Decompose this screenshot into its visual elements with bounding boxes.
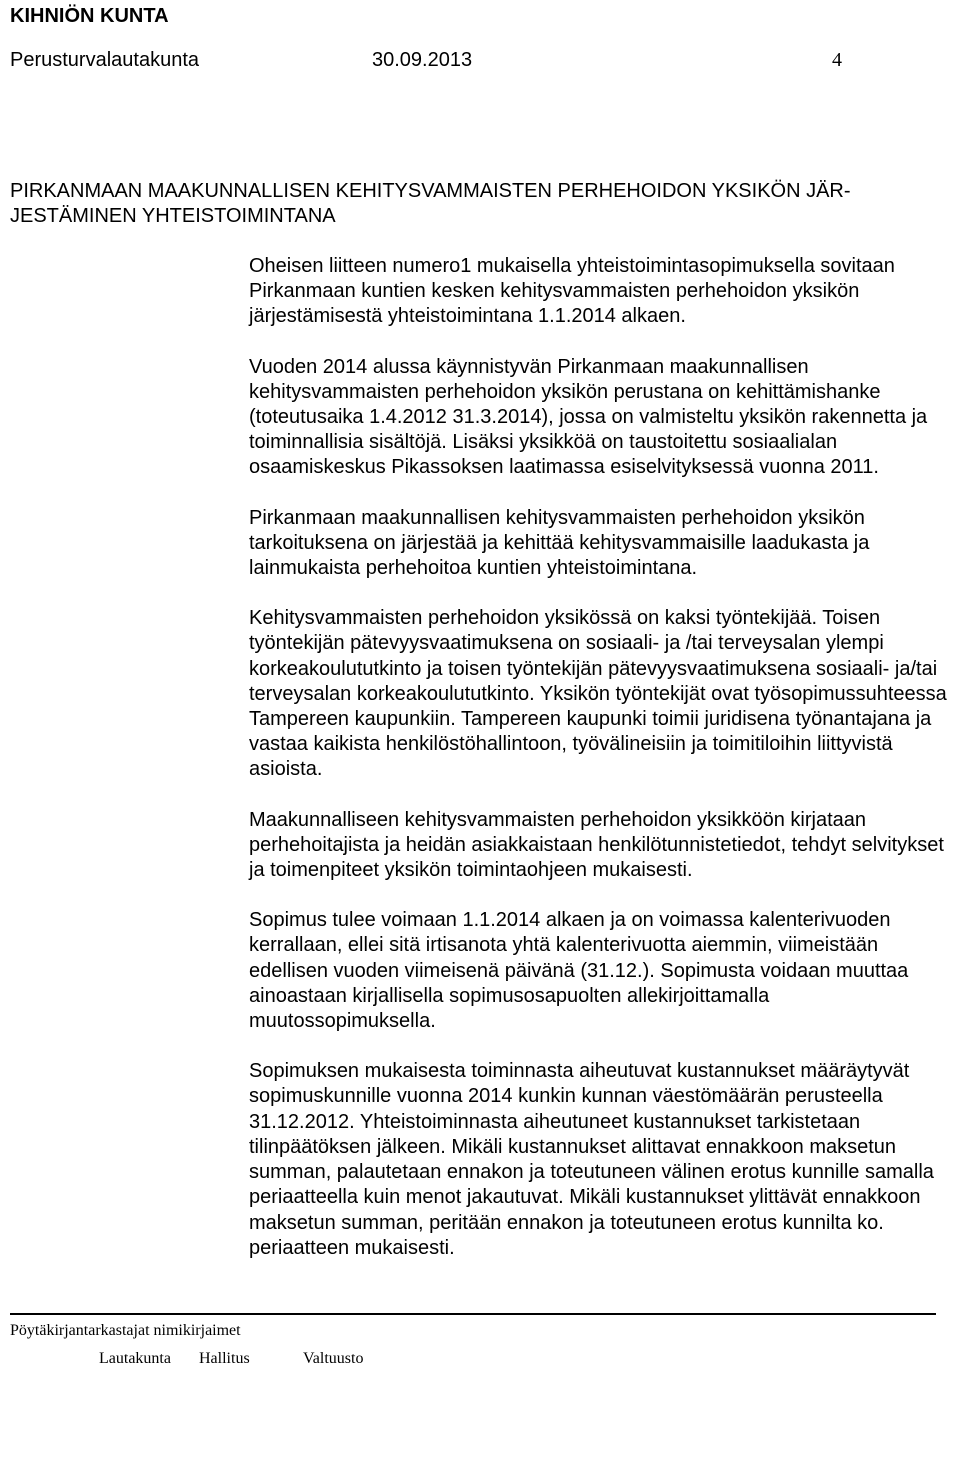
organization-name: KIHNIÖN KUNTA [10,5,169,27]
signatures-label: Pöytäkirjantarkastajat nimikirjaimet [10,1322,241,1339]
section-heading: PIRKANMAAN MAAKUNNALLISEN KEHITYSVAMMAISTEN PERHEHOIDON YKSIKÖN JÄR-JESTÄMINEN YHTEISTOIMINTANA [10,180,851,227]
board-name: Perusturvalautakunta [10,49,200,71]
paragraph: Kehitysvammaisten perhehoidon yksikössä on kaksi työntekijää. Toisen työntekijän pätevyysvaatimuksena on sosiaali- ja /tai terveysalan ylempi korkeakoulututkinto ja toisen työntekijän pätevyysvaatimuksena sosiaali- ja/tai terveysalan korkeakoulututkinto. Yksikön työntekijät ovat työsopimussuhteessa Tampereen kaupunkiin. Tampereen kaupunki toimii juridisena työnantajana ja vastaa kaikista henkilöstöhallintoon, työvälineisiin ja toimitiloihin liittyvistä asioista. [249,607,947,781]
body-text [249,254,949,1286]
footer-divider [10,1313,936,1315]
paragraph: Pirkanmaan maakunnallisen kehitysvammaisten perhehoidon yksikön tarkoituksena on järjestää ja kehittää kehitysvammaisille laadukasta ja lainmukaista perhehoitoa kuntien yhteistoimintana. [249,506,870,580]
signature-column-board: Lautakunta [99,1350,171,1367]
signature-column-executive: Hallitus [199,1350,250,1367]
paragraph: Oheisen liitteen numero1 mukaisella yhteistoimintasopimuksella sovitaan Pirkanmaan kuntien kesken kehitysvammaisten perhehoidon yksikön järjestämisestä yhteistoimintana 1.1.2014 alkaen. [249,255,895,328]
paragraph: Maakunnalliseen kehitysvammaisten perhehoidon yksikköön kirjataan perhehoitajista ja heidän asiakkaistaan henkilötunnistetiedot, tehdyt selvitykset ja toimenpiteet yksikön toimintaohjeen mukaisesti. [249,808,944,882]
paragraph: Vuoden 2014 alussa käynnistyvän Pirkanmaan maakunnallisen kehitysvammaisten perhehoidon yksikön perustana on kehittämishanke (toteutusaika 1.4.2012 31.3.2014), jossa on valmisteltu yksikön rakennetta ja toiminnallisia sisältöjä. Lisäksi yksikköä on taustoitettu sosiaalialan osaamiskeskus Pikassoksen laatimassa esiselvityksessä vuonna 2011. [249,355,928,479]
meeting-date: 30.09.2013 [372,49,473,71]
signature-column-council: Valtuusto [303,1350,364,1367]
paragraph: Sopimuksen mukaisesta toiminnasta aiheutuvat kustannukset määräytyvät sopimuskunnille vuonna 2014 kunkin kunnan väestömäärän perusteella 31.12.2012. Yhteistoiminnasta aiheutuneet kustannukset tarkistetaan tilinpäätöksen jälkeen. Mikäli kustannukset alittavat ennakkoon maksetun summan, palautetaan ennakon ja toteutuneen välinen erotus kunnille samalla periaatteella kuin menot jakautuvat. Mikäli kustannukset ylittävät ennakkoon maksetun summan, peritään ennakon ja toteutuneen erotus kunnilta ko. periaatteen mukaisesti. [249,1060,934,1259]
page-number: 4 [832,49,842,71]
paragraph: Sopimus tulee voimaan 1.1.2014 alkaen ja on voimassa kalenterivuoden kerrallaan, ellei sitä irtisanota yhtä kalenterivuotta aiemmin, viimeistään edellisen vuoden viimeisenä päivänä (31.12.). Sopimusta voidaan muuttaa ainoastaan kirjallisella sopimusosapuolten allekirjoittamalla muutossopimuksella. [249,909,909,1033]
